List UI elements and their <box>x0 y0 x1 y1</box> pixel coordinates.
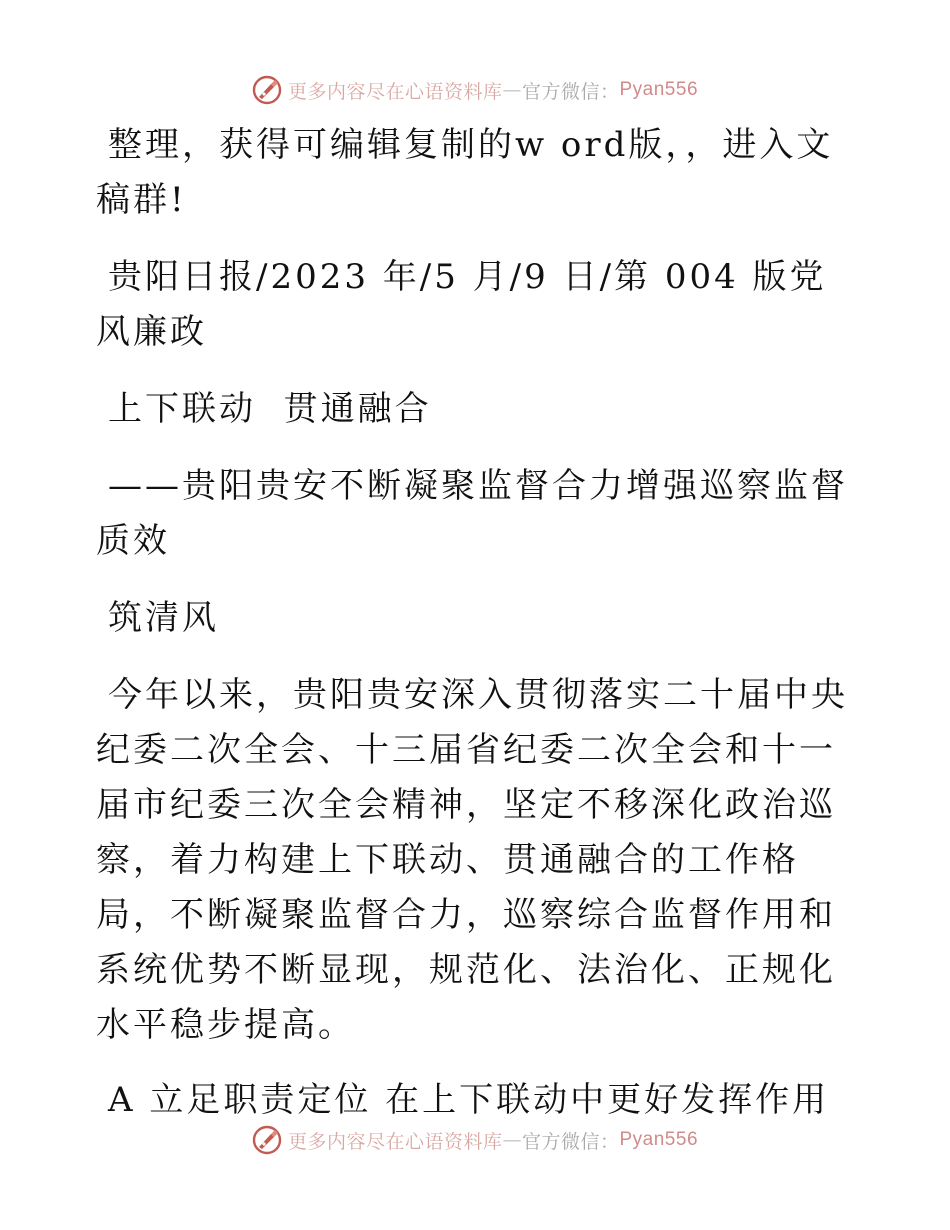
watermark-text: 更多内容尽在心语资料库 <box>287 80 503 103</box>
watermark-contact-label: 官方微信： <box>521 80 620 103</box>
footer-watermark <box>0 1120 950 1160</box>
source-line: 贵阳日报/2023 年/5 月/9 日/第 004 版党风廉政 <box>96 257 827 352</box>
headline: 上下联动 贯通融合 <box>108 389 432 429</box>
pen-logo-icon <box>252 75 282 105</box>
watermark-contact-label: 官方微信： <box>521 1130 620 1153</box>
column-name: 筑清风 <box>108 598 219 638</box>
header-watermark <box>0 70 950 110</box>
watermark-contact-id: Pyan556 <box>619 1129 699 1150</box>
section-heading: A 立足职责定位 在上下联动中更好发挥作用 <box>108 1080 830 1120</box>
intro-paragraph: 整理，获得可编辑复制的w ord版，，进入文稿群! <box>96 125 834 220</box>
watermark-separator: — <box>502 79 522 101</box>
body-paragraph: 今年以来，贵阳贵安深入贯彻落实二十届中央纪委二次全会、十三届省纪委二次全会和十一届市纪委三次全会精神，坚定不移深化政治巡察，着力构建上下联动、贯通融合的工作格局，不断凝聚监督合力，巡察综合监督作用和系统优势不断显现，规范化、法治化、正规化水平稳步提高。 <box>96 675 848 1045</box>
document-body <box>96 118 856 1150</box>
watermark-text: 更多内容尽在心语资料库 <box>287 1130 503 1153</box>
watermark-separator: — <box>502 1129 522 1151</box>
watermark-contact-id: Pyan556 <box>619 79 699 100</box>
pen-logo-icon <box>252 1125 282 1155</box>
subheadline: ——贵阳贵安不断凝聚监督合力增强巡察监督质效 <box>96 466 848 561</box>
